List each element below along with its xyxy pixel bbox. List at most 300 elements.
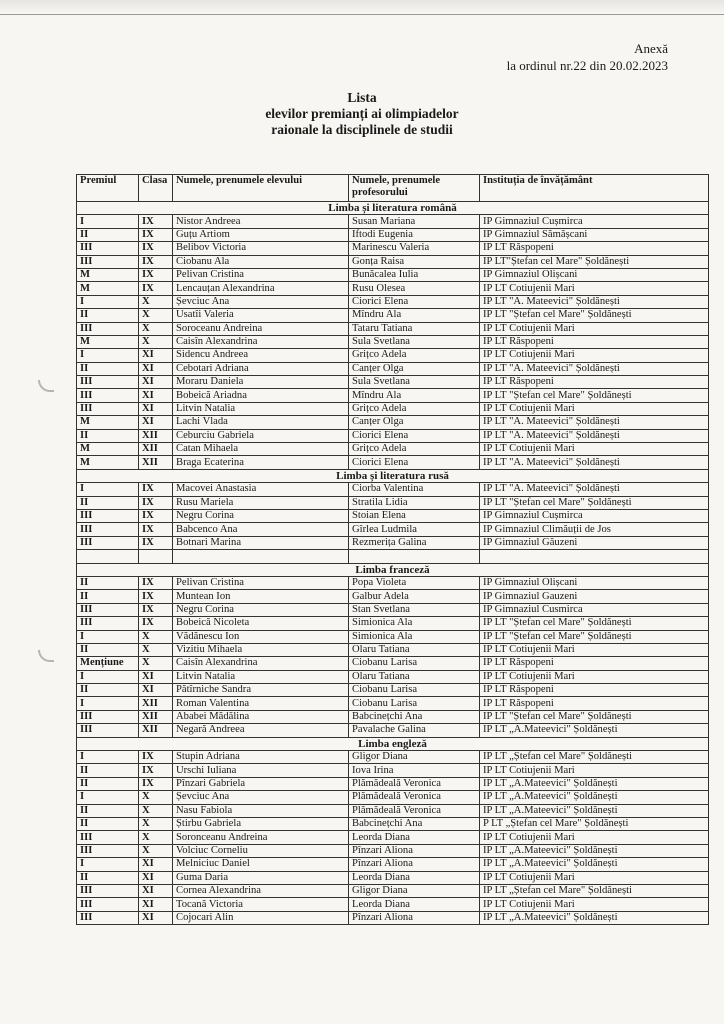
section-header-row [77,469,709,482]
cell-teacher: Sula Svetlana [349,376,480,389]
cell-institution: IP Gimnaziul Găuzeni [480,536,709,549]
table-row [77,456,709,469]
cell-student: Sidencu Andreea [173,349,349,362]
cell-class: IX [139,617,173,630]
cell-prize: II [77,362,139,375]
cell-student: Catan Mihaela [173,443,349,456]
table-row [77,228,709,241]
cell-teacher: Ciobanu Larisa [349,684,480,697]
cell-teacher: Leorda Diana [349,898,480,911]
cell-class: IX [139,536,173,549]
cell-student: Botnari Marina [173,536,349,549]
cell-prize: II [77,643,139,656]
table-row [77,844,709,857]
cell-prize: III [77,255,139,268]
cell-prize: I [77,295,139,308]
table-row [77,215,709,228]
cell-teacher: Stratila Lidia [349,496,480,509]
cell-student: Cornea Alexandrina [173,884,349,897]
table-row [77,335,709,348]
cell-institution: IP Gimnaziul Cușmirca [480,509,709,522]
cell-prize [77,550,139,563]
cell-prize: II [77,576,139,589]
table-row [77,376,709,389]
cell-student: Șevciuc Ana [173,295,349,308]
cell-student: Litvin Natalia [173,670,349,683]
cell-student: Babcenco Ana [173,523,349,536]
table-row [77,255,709,268]
table-row [77,590,709,603]
section-header-row [77,563,709,576]
cell-prize: Mențiune [77,657,139,670]
cell-prize: III [77,724,139,737]
table-row [77,697,709,710]
table-row [77,322,709,335]
cell-institution: IP LT „Ștefan cel Mare" Șoldănești [480,884,709,897]
cell-student: Lachi Vlada [173,416,349,429]
cell-class: IX [139,576,173,589]
header-institution: Instituția de învățământ [480,175,709,202]
table-header-row [77,175,709,202]
cell-teacher: Grițco Adela [349,443,480,456]
cell-prize: III [77,911,139,924]
cell-teacher: Canțer Olga [349,416,480,429]
cell-prize: M [77,335,139,348]
cell-prize: I [77,215,139,228]
cell-institution: IP Gimnaziul Olișcani [480,268,709,281]
cell-class: X [139,295,173,308]
cell-class: XII [139,710,173,723]
cell-institution: IP Gimnaziul Gauzeni [480,590,709,603]
cell-student: Usatîi Valeria [173,309,349,322]
cell-class: X [139,817,173,830]
cell-teacher: Pînzari Aliona [349,844,480,857]
cell-class: X [139,791,173,804]
table-row [77,509,709,522]
cell-class: IX [139,282,173,295]
cell-teacher: Canțer Olga [349,362,480,375]
table-row [77,523,709,536]
cell-institution: IP LT Cotiujenii Mari [480,322,709,335]
document-title [0,90,724,138]
cell-institution: P LT „Ștefan cel Mare" Șoldănești [480,817,709,830]
table-row [77,603,709,616]
cell-student: Litvin Natalia [173,402,349,415]
cell-class: X [139,309,173,322]
cell-student: Lencauțan Alexandrina [173,282,349,295]
table-row [77,884,709,897]
cell-student: Moraru Daniela [173,376,349,389]
table-row [77,898,709,911]
cell-prize: III [77,242,139,255]
cell-class: XI [139,884,173,897]
cell-prize: I [77,630,139,643]
cell-student: Pelivan Cristina [173,576,349,589]
cell-institution: IP LT Cotiujenii Mari [480,764,709,777]
table-row [77,804,709,817]
cell-institution: IP Gimnaziul Sămășcani [480,228,709,241]
cell-student: Știrbu Gabriela [173,817,349,830]
cell-student: Cebotari Adriana [173,362,349,375]
section-title: Limba și literatura română [77,202,709,215]
table-row [77,550,709,563]
cell-student: Vădănescu Ion [173,630,349,643]
section-title: Limba și literatura rusă [77,469,709,482]
cell-institution: IP LT"Ștefan cel Mare" Șoldănești [480,255,709,268]
cell-class: XI [139,670,173,683]
cell-teacher: Simionica Ala [349,630,480,643]
table-row [77,817,709,830]
cell-teacher: Ciobanu Larisa [349,657,480,670]
cell-teacher: Pînzari Aliona [349,858,480,871]
table-row [77,416,709,429]
cell-prize: III [77,389,139,402]
cell-teacher: Marinescu Valeria [349,242,480,255]
cell-class: XII [139,443,173,456]
section-header-row [77,202,709,215]
cell-student: Ciobanu Ala [173,255,349,268]
cell-institution: IP LT Cotiujenii Mari [480,898,709,911]
cell-institution: IP LT Cotiujenii Mari [480,349,709,362]
cell-class: XI [139,416,173,429]
cell-teacher: Olaru Tatiana [349,643,480,656]
table-row [77,362,709,375]
title-line-3: raionale la disciplinele de studii [271,122,453,137]
cell-class: XI [139,871,173,884]
cell-teacher: Popa Violeta [349,576,480,589]
table-row [77,858,709,871]
cell-student: Soronceanu Andreina [173,831,349,844]
table-row [77,630,709,643]
table-row [77,643,709,656]
cell-student: Bobeică Ariadna [173,389,349,402]
cell-class: XI [139,858,173,871]
cell-student: Vizitiu Mihaela [173,643,349,656]
cell-teacher: Mîndru Ala [349,389,480,402]
cell-institution: IP LT „A.Mateevici" Șoldănești [480,777,709,790]
cell-prize: I [77,670,139,683]
cell-institution: IP LT "Ștefan cel Mare" Șoldănești [480,617,709,630]
cell-class: XI [139,684,173,697]
cell-prize: III [77,376,139,389]
punch-hole-mark [38,650,54,662]
cell-student: Macovei Anastasia [173,483,349,496]
cell-class: IX [139,496,173,509]
cell-prize: II [77,777,139,790]
awards-table-body [77,202,709,925]
table-row [77,295,709,308]
cell-prize: I [77,697,139,710]
cell-teacher: Olaru Tatiana [349,670,480,683]
cell-prize: III [77,884,139,897]
cell-teacher: Rusu Olesea [349,282,480,295]
cell-prize: II [77,804,139,817]
cell-institution: IP LT Cotiujenii Mari [480,282,709,295]
cell-class: X [139,630,173,643]
cell-institution: IP LT Răspopeni [480,657,709,670]
punch-hole-mark [38,380,54,392]
cell-institution: IP LT "A. Mateevici" Șoldănești [480,456,709,469]
table-row [77,777,709,790]
cell-prize: III [77,844,139,857]
cell-teacher: Babcinețchi Ana [349,710,480,723]
cell-institution: IP LT Cotiujenii Mari [480,402,709,415]
cell-teacher: Mîndru Ala [349,309,480,322]
cell-student: Șevciuc Ana [173,791,349,804]
cell-institution: IP LT „Ștefan cel Mare" Șoldănești [480,751,709,764]
table-row [77,429,709,442]
cell-institution: IP LT Răspopeni [480,376,709,389]
cell-teacher: Sula Svetlana [349,335,480,348]
title-line-2: elevilor premianți ai olimpiadelor [265,106,459,121]
table-row [77,496,709,509]
cell-prize: I [77,858,139,871]
cell-teacher: Plămădeală Veronica [349,804,480,817]
cell-student: Urschi Iuliana [173,764,349,777]
page-top-edge [0,0,724,15]
cell-prize: III [77,402,139,415]
cell-class: XII [139,724,173,737]
cell-prize: III [77,617,139,630]
cell-prize: M [77,268,139,281]
cell-institution: IP LT "Ștefan cel Mare" Șoldănești [480,710,709,723]
cell-class [139,550,173,563]
header-prize: Premiul [77,175,139,202]
cell-teacher: Simionica Ala [349,617,480,630]
cell-institution: IP LT "Ștefan cel Mare" Șoldănești [480,309,709,322]
cell-student: Muntean Ion [173,590,349,603]
cell-institution: IP LT Răspopeni [480,684,709,697]
cell-prize: III [77,898,139,911]
cell-student: Volciuc Corneliu [173,844,349,857]
cell-teacher: Plămădeală Veronica [349,777,480,790]
cell-institution: IP LT Cotiujenii Mari [480,831,709,844]
cell-prize: II [77,871,139,884]
cell-class: IX [139,764,173,777]
cell-class: IX [139,268,173,281]
table-row [77,724,709,737]
cell-class: IX [139,603,173,616]
cell-teacher: Plămădeală Veronica [349,791,480,804]
cell-institution: IP LT "A. Mateevici" Șoldănești [480,416,709,429]
cell-institution: IP LT Răspopeni [480,242,709,255]
cell-student: Tocană Victoria [173,898,349,911]
cell-class: XI [139,911,173,924]
cell-student: Ceburciu Gabriela [173,429,349,442]
cell-prize: II [77,764,139,777]
table-row [77,791,709,804]
annex-note [507,40,668,74]
table-row [77,871,709,884]
cell-teacher: Leorda Diana [349,871,480,884]
table-row [77,536,709,549]
cell-prize: I [77,791,139,804]
cell-prize: III [77,710,139,723]
cell-class: IX [139,255,173,268]
cell-class: XII [139,697,173,710]
table-row [77,751,709,764]
cell-student: Caisîn Alexandrina [173,657,349,670]
cell-student: Melniciuc Daniel [173,858,349,871]
cell-institution: IP Gimnaziul Cusmirca [480,603,709,616]
cell-class: XI [139,376,173,389]
cell-student: Guma Daria [173,871,349,884]
cell-teacher: Ciorici Elena [349,456,480,469]
table-row [77,242,709,255]
cell-student: Nistor Andreea [173,215,349,228]
cell-prize: II [77,817,139,830]
cell-teacher: Iova Irina [349,764,480,777]
cell-prize: III [77,523,139,536]
cell-class: IX [139,228,173,241]
cell-class: IX [139,483,173,496]
cell-institution: IP LT Cotiujenii Mari [480,643,709,656]
table-row [77,443,709,456]
cell-institution: IP LT "A. Mateevici" Șoldănești [480,362,709,375]
cell-student [173,550,349,563]
cell-institution: IP LT „A.Mateevici" Șoldănești [480,858,709,871]
cell-teacher: Bunăcalea Iulia [349,268,480,281]
cell-class: XII [139,429,173,442]
cell-teacher: Grițco Adela [349,349,480,362]
cell-prize: M [77,443,139,456]
cell-prize: II [77,496,139,509]
cell-institution: IP Gimnaziul Cușmirca [480,215,709,228]
table-row [77,764,709,777]
cell-institution: IP LT „A.Mateevici" Șoldănești [480,844,709,857]
cell-institution: IP Gimnaziul Olișcani [480,576,709,589]
cell-prize: III [77,322,139,335]
cell-teacher [349,550,480,563]
header-class: Clasa [139,175,173,202]
cell-class: XI [139,402,173,415]
cell-prize: II [77,228,139,241]
section-title: Limba franceză [77,563,709,576]
cell-institution: IP LT "Ștefan cel Mare" Șoldănești [480,496,709,509]
cell-student: Nasu Fabiola [173,804,349,817]
cell-teacher: Grițco Adela [349,402,480,415]
cell-student: Cojocari Alin [173,911,349,924]
cell-prize: I [77,751,139,764]
cell-prize: III [77,536,139,549]
table-row [77,282,709,295]
section-header-row [77,737,709,750]
table-row [77,349,709,362]
cell-institution: IP LT "Ștefan cel Mare" Șoldănești [480,389,709,402]
cell-teacher: Tataru Tatiana [349,322,480,335]
cell-teacher: Stan Svetlana [349,603,480,616]
cell-teacher: Rezmerița Galina [349,536,480,549]
cell-teacher: Ciorba Valentina [349,483,480,496]
cell-class: IX [139,509,173,522]
cell-teacher: Gîrlea Ludmila [349,523,480,536]
cell-class: IX [139,242,173,255]
cell-class: XI [139,349,173,362]
cell-prize: I [77,349,139,362]
cell-student: Bobeică Nicoleta [173,617,349,630]
cell-teacher: Ciorici Elena [349,429,480,442]
cell-prize: II [77,684,139,697]
cell-teacher: Gligor Diana [349,751,480,764]
cell-student: Stupin Adriana [173,751,349,764]
cell-prize: II [77,309,139,322]
cell-teacher: Susan Mariana [349,215,480,228]
table-row [77,670,709,683]
table-row [77,831,709,844]
cell-student: Belibov Victoria [173,242,349,255]
cell-student: Braga Ecaterina [173,456,349,469]
table-row [77,309,709,322]
cell-class: X [139,335,173,348]
awards-table [76,174,709,925]
cell-prize: III [77,831,139,844]
cell-student: Ababei Mădălina [173,710,349,723]
table-row [77,268,709,281]
table-row [77,389,709,402]
cell-institution: IP LT "A. Mateevici" Șoldănești [480,429,709,442]
cell-student: Negară Andreea [173,724,349,737]
cell-class: IX [139,215,173,228]
cell-institution: IP LT „A.Mateevici" Șoldănești [480,911,709,924]
cell-prize: II [77,429,139,442]
cell-student: Soroceanu Andreina [173,322,349,335]
cell-student: Pătîrniche Sandra [173,684,349,697]
cell-class: X [139,804,173,817]
cell-prize: M [77,416,139,429]
header-student: Numele, prenumele elevului [173,175,349,202]
cell-institution: IP LT Cotiujenii Mari [480,871,709,884]
cell-class: IX [139,590,173,603]
cell-prize: III [77,509,139,522]
cell-class: XI [139,389,173,402]
cell-teacher: Ciobanu Larisa [349,697,480,710]
cell-institution: IP LT „A.Mateevici" Șoldănești [480,804,709,817]
table-row [77,617,709,630]
annex-order-reference: la ordinul nr.22 din 20.02.2023 [506,58,668,73]
cell-institution: IP LT Răspopeni [480,697,709,710]
cell-student: Negru Corina [173,509,349,522]
cell-class: XI [139,362,173,375]
cell-prize: III [77,603,139,616]
cell-class: IX [139,777,173,790]
cell-student: Caisîn Alexandrina [173,335,349,348]
cell-teacher: Galbur Adela [349,590,480,603]
title-line-1: Lista [347,90,377,105]
table-row [77,483,709,496]
cell-institution: IP LT "Ștefan cel Mare" Șoldănești [480,630,709,643]
cell-teacher: Babcinețchi Ana [349,817,480,830]
cell-class: XII [139,456,173,469]
cell-prize: I [77,483,139,496]
table-row [77,911,709,924]
cell-student: Negru Corina [173,603,349,616]
cell-institution: IP LT Răspopeni [480,335,709,348]
cell-class: X [139,844,173,857]
cell-teacher: Gligor Diana [349,884,480,897]
cell-institution: IP LT „A.Mateevici" Șoldănești [480,724,709,737]
cell-class: X [139,322,173,335]
cell-student: Pelivan Cristina [173,268,349,281]
cell-teacher: Iftodi Eugenia [349,228,480,241]
table-row [77,402,709,415]
cell-institution: IP LT „A.Mateevici" Șoldănești [480,791,709,804]
table-row [77,657,709,670]
cell-class: X [139,643,173,656]
cell-class: IX [139,523,173,536]
cell-teacher: Pînzari Aliona [349,911,480,924]
cell-institution: IP LT "A. Mateevici" Șoldănești [480,295,709,308]
cell-class: XI [139,898,173,911]
